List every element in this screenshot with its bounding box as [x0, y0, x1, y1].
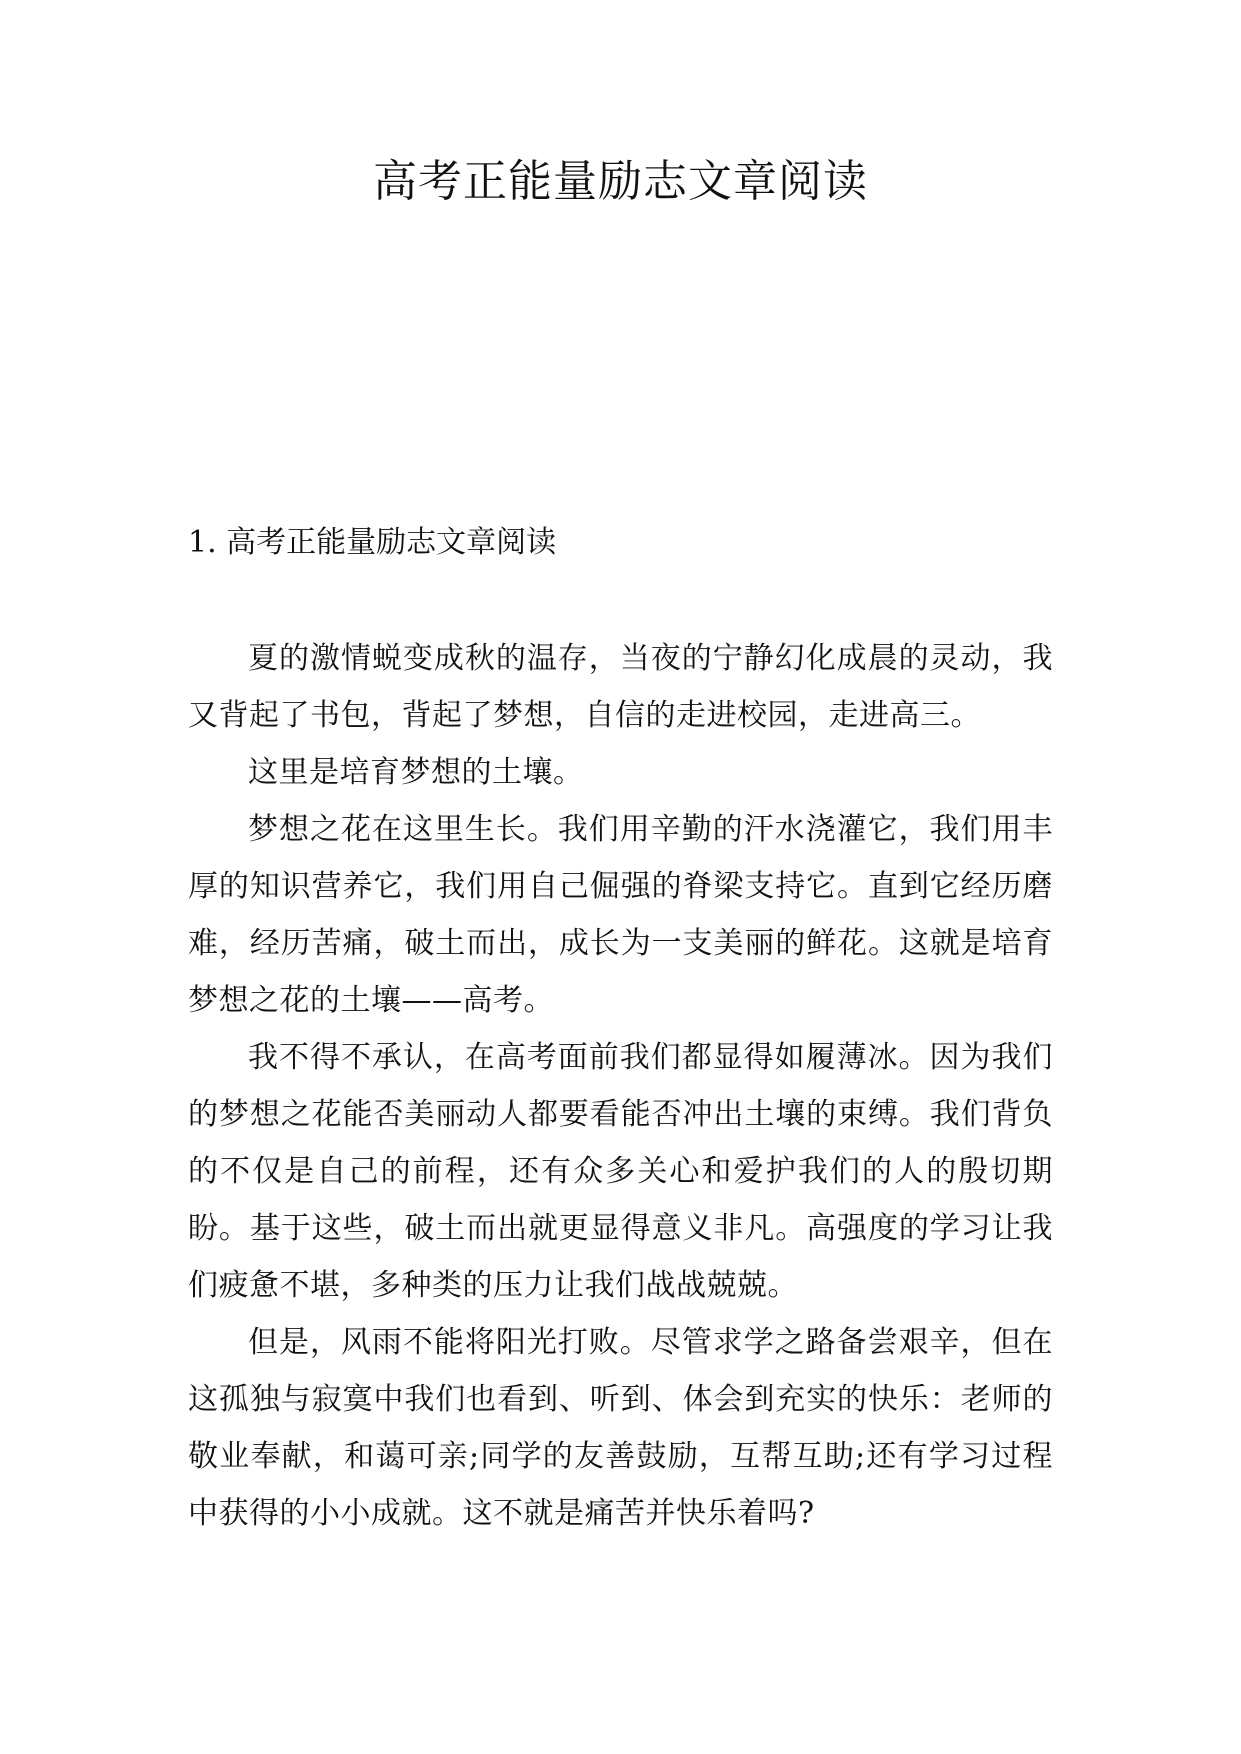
paragraph: 这里是培育梦想的土壤。	[248, 755, 584, 790]
paragraph: 夏的激情蜕变成秋的温存，当夜的宁静幻化成晨的灵动，我又背起了书包，背起了梦想，自信的走进校园，走进高三。	[188, 641, 1053, 733]
paragraph: 我不得不承认，在高考面前我们都显得如履薄冰。因为我们的梦想之花能否美丽动人都要看能否冲出土壤的束缚。我们背负的不仅是自己的前程，还有众多关心和爱护我们的人的殷切期盼。基于这些，破土而出就更显得意义非凡。高强度的学习让我们疲惫不堪，多种类的压力让我们战战兢兢。	[188, 1040, 1053, 1303]
paragraph: 但是，风雨不能将阳光打败。尽管求学之路备尝艰辛，但在这孤独与寂寞中我们也看到、听到、体会到充实的快乐：老师的敬业奉献，和蔼可亲;同学的友善鼓励，互帮互助;还有学习过程中获得的小小成就。这不就是痛苦并快乐着吗?	[188, 1325, 1053, 1531]
article-body	[188, 630, 1053, 1542]
document-title: 高考正能量励志文章阅读	[373, 156, 868, 207]
section-heading: 1. 高考正能量励志文章阅读	[188, 525, 557, 560]
paragraph: 梦想之花在这里生长。我们用辛勤的汗水浇灌它，我们用丰厚的知识营养它，我们用自己倔强的脊梁支持它。直到它经历磨难，经历苦痛，破土而出，成长为一支美丽的鲜花。这就是培育梦想之花的土壤——高考。	[188, 812, 1053, 1018]
